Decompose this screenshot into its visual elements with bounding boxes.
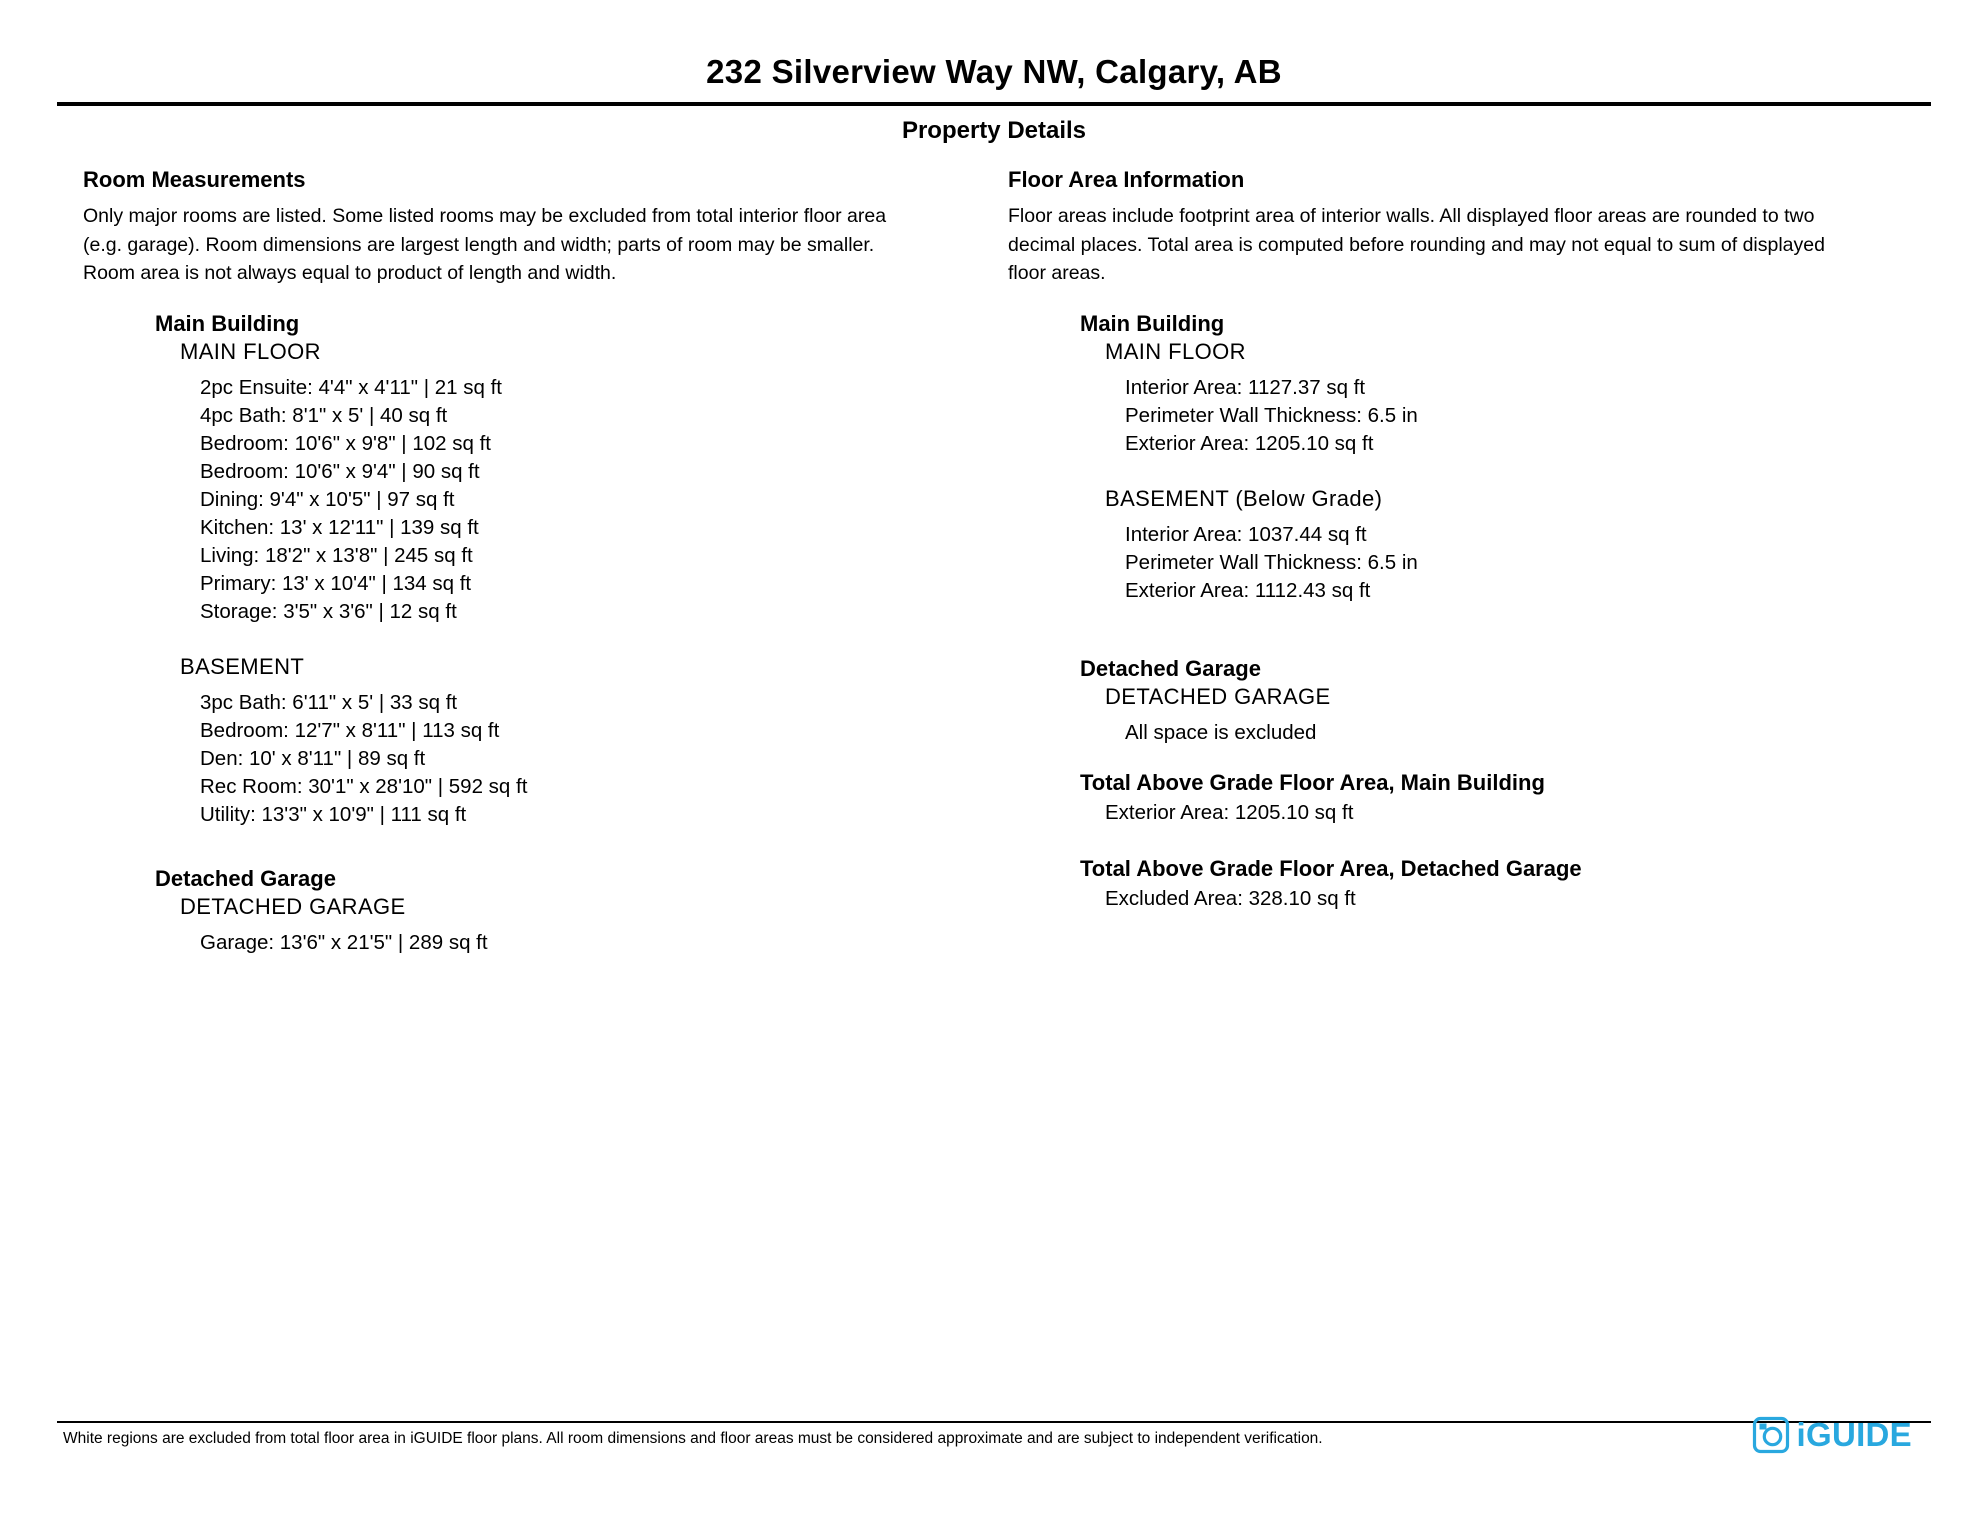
- description-line: floor areas.: [1008, 262, 1106, 284]
- room-line: 2pc Ensuite: 4'4" x 4'11" | 21 sq ft: [200, 375, 502, 399]
- area-line: Exterior Area: 1112.43 sq ft: [1125, 578, 1371, 602]
- title-divider: [57, 102, 1931, 106]
- iguide-camera-icon: [1752, 1416, 1790, 1454]
- description-line: (e.g. garage). Room dimensions are largest length and width; parts of room may be smaller.: [83, 233, 875, 256]
- building-heading: Main Building: [1080, 310, 1225, 336]
- description-line: Floor areas include footprint area of interior walls. All displayed floor areas are rounded to two: [1008, 205, 1815, 227]
- main-building-measurements: [155, 310, 925, 829]
- room-line: Bedroom: 10'6" x 9'8" | 102 sq ft: [200, 431, 491, 455]
- main-building-areas: [1080, 310, 1938, 605]
- room-line: Garage: 13'6" x 21'5" | 289 sq ft: [200, 930, 488, 954]
- room-line: Den: 10' x 8'11" | 89 sq ft: [200, 746, 426, 770]
- content-columns: [0, 166, 1988, 957]
- total-heading: Total Above Grade Floor Area, Main Building: [1080, 769, 1545, 795]
- basement-block: [155, 653, 925, 829]
- detached-garage-block: [155, 893, 925, 957]
- room-line: Bedroom: 12'7" x 8'11" | 113 sq ft: [200, 718, 500, 742]
- detached-garage-area-block: [1080, 683, 1938, 747]
- room-line: Utility: 13'3" x 10'9" | 111 sq ft: [200, 802, 467, 826]
- room-line: Living: 18'2" x 13'8" | 245 sq ft: [200, 543, 473, 567]
- room-list: [155, 374, 925, 626]
- floor-name: BASEMENT: [180, 653, 305, 679]
- building-heading: Detached Garage: [1080, 655, 1261, 681]
- total-area-line: Excluded Area: 328.10 sq ft: [1105, 886, 1356, 910]
- building-heading: Main Building: [155, 310, 300, 336]
- area-line: All space is excluded: [1125, 720, 1317, 744]
- room-line: Primary: 13' x 10'4" | 134 sq ft: [200, 571, 472, 595]
- room-line: Bedroom: 10'6" x 9'4" | 90 sq ft: [200, 459, 480, 483]
- room-line: 3pc Bath: 6'11" x 5' | 33 sq ft: [200, 690, 458, 714]
- floor-name: DETACHED GARAGE: [180, 893, 406, 919]
- iguide-logo-text: iGUIDE: [1796, 1416, 1912, 1453]
- room-line: 4pc Bath: 8'1" x 5' | 40 sq ft: [200, 403, 448, 427]
- room-line: Storage: 3'5" x 3'6" | 12 sq ft: [200, 599, 457, 623]
- room-line: Rec Room: 30'1" x 28'10" | 592 sq ft: [200, 774, 528, 798]
- area-line: Interior Area: 1127.37 sq ft: [1125, 375, 1366, 399]
- header: [0, 0, 1988, 145]
- description-line: decimal places. Total area is computed before rounding and may not equal to sum of displayed: [1008, 233, 1825, 256]
- disclaimer: White regions are excluded from total floor area in iGUIDE floor plans. All room dimensions and floor areas must be considered approximate and are subject to independent verification.: [63, 1430, 1323, 1447]
- main-floor-block: [155, 338, 925, 626]
- room-line: Kitchen: 13' x 12'11" | 139 sq ft: [200, 515, 479, 539]
- total-heading: Total Above Grade Floor Area, Detached Garage: [1080, 855, 1582, 881]
- description-line: Only major rooms are listed. Some listed rooms may be excluded from total interior floor area: [83, 205, 887, 227]
- area-line: Perimeter Wall Thickness: 6.5 in: [1125, 403, 1418, 427]
- room-measurements-section: [83, 166, 925, 957]
- floor-name: MAIN FLOOR: [180, 338, 321, 364]
- area-line: Interior Area: 1037.44 sq ft: [1125, 522, 1367, 546]
- floor-area-section: [1008, 166, 1938, 957]
- main-floor-area-block: [1080, 338, 1938, 458]
- area-list: [1080, 374, 1938, 458]
- area-line: Perimeter Wall Thickness: 6.5 in: [1125, 550, 1418, 574]
- area-list: [1080, 719, 1938, 747]
- building-heading: Detached Garage: [155, 865, 336, 891]
- area-list: [1080, 521, 1938, 605]
- page-subtitle: Property Details: [901, 117, 1087, 144]
- floor-name: DETACHED GARAGE: [1105, 683, 1331, 709]
- total-main-building: [1080, 769, 1938, 827]
- detached-garage-measurements: [155, 865, 925, 957]
- room-list: [155, 929, 925, 957]
- area-line: Exterior Area: 1205.10 sq ft: [1125, 431, 1374, 455]
- detached-garage-areas: [1080, 655, 1938, 747]
- total-detached-garage: [1080, 855, 1938, 913]
- floor-name: MAIN FLOOR: [1105, 338, 1246, 364]
- total-area-line: Exterior Area: 1205.10 sq ft: [1105, 800, 1354, 824]
- room-line: Dining: 9'4" x 10'5" | 97 sq ft: [200, 487, 455, 511]
- description-line: Room area is not always equal to product of length and width.: [83, 262, 617, 284]
- floor-area-heading: Floor Area Information: [1008, 167, 1245, 192]
- room-measurements-description: [83, 202, 925, 288]
- iguide-logo: [1752, 1416, 1912, 1454]
- floor-area-description: [1008, 202, 1938, 288]
- room-measurements-heading: Room Measurements: [83, 167, 306, 192]
- floor-name: BASEMENT (Below Grade): [1105, 485, 1383, 511]
- basement-area-block: [1080, 485, 1938, 605]
- room-list: [155, 689, 925, 829]
- footer-divider: [57, 1421, 1931, 1423]
- page-title: 232 Silverview Way NW, Calgary, AB: [706, 53, 1282, 90]
